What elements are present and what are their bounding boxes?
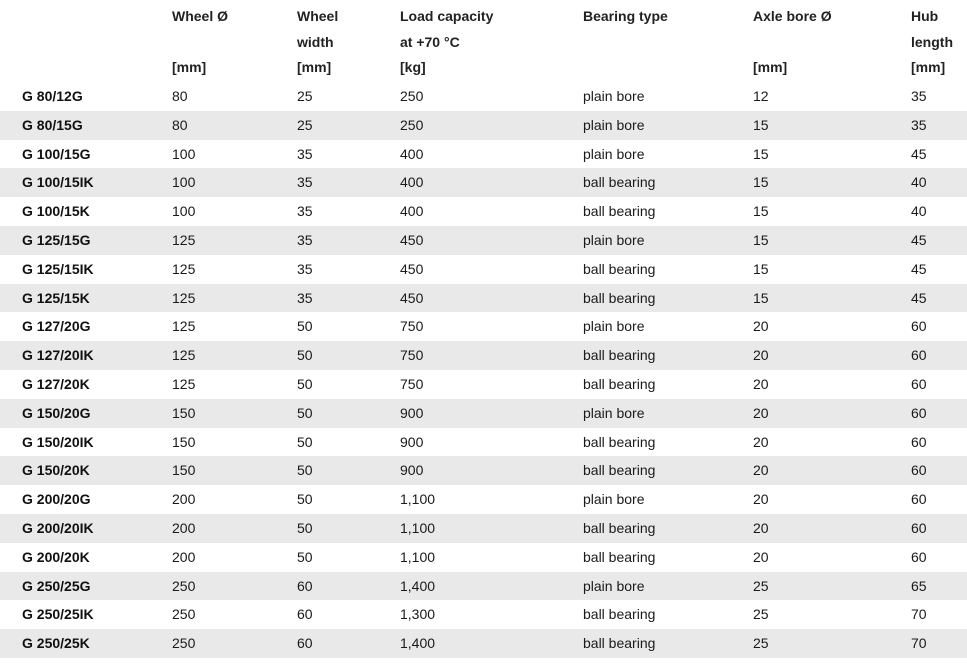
cell-load-capacity: 450	[400, 289, 424, 306]
cell-wheel-diameter: 250	[172, 635, 196, 652]
header-wheel-diameter-line-2	[172, 30, 228, 56]
cell-bearing-type: plain bore	[583, 116, 645, 133]
cell-hub-length: 60	[911, 347, 927, 364]
header-hub-length-line-1: Hub	[911, 8, 939, 24]
table-row	[0, 111, 967, 140]
cell-hub-length: 70	[911, 606, 927, 623]
cell-bearing-type: ball bearing	[583, 606, 656, 623]
cell-hub-length: 70	[911, 635, 927, 652]
cell-wheel-width: 50	[297, 404, 313, 421]
cell-model: G 200/20IK	[22, 519, 94, 536]
cell-model: G 125/15IK	[22, 260, 94, 277]
cell-hub-length: 45	[911, 231, 927, 248]
cell-bearing-type: ball bearing	[583, 347, 656, 364]
cell-load-capacity: 1,100	[400, 491, 436, 508]
cell-wheel-diameter: 100	[172, 145, 196, 162]
header-load-capacity-line-1: Load capacity	[400, 8, 494, 24]
cell-bearing-type: plain bore	[583, 404, 645, 421]
cell-axle-bore: 15	[753, 174, 769, 191]
header-load-capacity-unit: [kg]	[400, 59, 426, 75]
cell-wheel-width: 60	[297, 635, 313, 652]
cell-load-capacity: 400	[400, 174, 424, 191]
cell-wheel-width: 50	[297, 318, 313, 335]
cell-axle-bore: 20	[753, 347, 769, 364]
cell-model: G 127/20IK	[22, 347, 94, 364]
table-row	[0, 284, 967, 313]
cell-hub-length: 60	[911, 433, 927, 450]
cell-load-capacity: 750	[400, 318, 424, 335]
header-hub-length-line-2: length	[911, 33, 953, 50]
cell-wheel-width: 50	[297, 491, 313, 508]
cell-wheel-width: 35	[297, 231, 313, 248]
header-load-capacity-line-2: at +70 °C	[400, 33, 460, 50]
cell-model: G 80/15G	[22, 116, 83, 133]
table-row	[0, 255, 967, 284]
cell-axle-bore: 15	[753, 260, 769, 277]
header-hub-length	[911, 4, 953, 81]
header-wheel-diameter-unit: [mm]	[172, 59, 207, 75]
cell-hub-length: 60	[911, 375, 927, 392]
header-wheel-diameter-line-1: Wheel Ø	[172, 8, 229, 24]
cell-model: G 150/20G	[22, 404, 91, 421]
cell-wheel-diameter: 125	[172, 318, 196, 335]
cell-wheel-width: 50	[297, 519, 313, 536]
cell-bearing-type: ball bearing	[583, 174, 656, 191]
cell-wheel-diameter: 100	[172, 174, 196, 191]
cell-model: G 125/15K	[22, 289, 90, 306]
cell-model: G 250/25G	[22, 577, 91, 594]
cell-load-capacity: 250	[400, 88, 424, 104]
cell-model: G 150/20IK	[22, 433, 94, 450]
cell-axle-bore: 15	[753, 231, 769, 248]
cell-wheel-width: 35	[297, 203, 313, 220]
cell-bearing-type: ball bearing	[583, 519, 656, 536]
cell-hub-length: 60	[911, 548, 927, 565]
table-row	[0, 312, 967, 341]
cell-wheel-width: 50	[297, 462, 313, 479]
cell-load-capacity: 750	[400, 347, 424, 364]
cell-axle-bore: 20	[753, 548, 769, 565]
cell-wheel-width: 50	[297, 548, 313, 565]
table-row	[0, 629, 967, 658]
cell-hub-length: 35	[911, 88, 927, 104]
cell-load-capacity: 450	[400, 231, 424, 248]
cell-wheel-diameter: 100	[172, 203, 196, 220]
cell-bearing-type: plain bore	[583, 88, 645, 104]
cell-model: G 127/20G	[22, 318, 91, 335]
cell-load-capacity: 900	[400, 462, 424, 479]
cell-load-capacity: 1,300	[400, 606, 436, 623]
header-bearing-type-line-1: Bearing type	[583, 8, 668, 24]
cell-wheel-diameter: 200	[172, 519, 196, 536]
cell-wheel-width: 60	[297, 577, 313, 594]
table-row	[0, 226, 967, 255]
cell-hub-length: 45	[911, 289, 927, 306]
table-row	[0, 456, 967, 485]
cell-wheel-diameter: 125	[172, 347, 196, 364]
cell-axle-bore: 20	[753, 519, 769, 536]
cell-wheel-width: 50	[297, 433, 313, 450]
cell-bearing-type: ball bearing	[583, 375, 656, 392]
header-axle-bore	[753, 4, 832, 81]
table-row	[0, 168, 967, 197]
header-hub-length-unit: [mm]	[911, 59, 946, 75]
header-axle-bore-line-1: Axle bore Ø	[753, 8, 832, 24]
cell-load-capacity: 750	[400, 375, 424, 392]
cell-hub-length: 60	[911, 491, 927, 508]
cell-bearing-type: ball bearing	[583, 462, 656, 479]
table-row	[0, 572, 967, 601]
table-row	[0, 543, 967, 572]
cell-axle-bore: 20	[753, 491, 769, 508]
cell-load-capacity: 1,100	[400, 519, 436, 536]
cell-hub-length: 60	[911, 318, 927, 335]
cell-load-capacity: 900	[400, 404, 424, 421]
cell-wheel-width: 50	[297, 375, 313, 392]
cell-axle-bore: 20	[753, 318, 769, 335]
cell-wheel-width: 35	[297, 289, 313, 306]
table-header	[0, 0, 967, 82]
cell-load-capacity: 450	[400, 260, 424, 277]
cell-wheel-diameter: 250	[172, 577, 196, 594]
cell-hub-length: 40	[911, 203, 927, 220]
cell-load-capacity: 1,400	[400, 577, 436, 594]
header-bearing-type	[583, 4, 668, 30]
header-wheel-diameter	[172, 4, 228, 81]
cell-load-capacity: 1,400	[400, 635, 436, 652]
cell-model: G 127/20K	[22, 375, 90, 392]
cell-model: G 100/15K	[22, 203, 90, 220]
cell-bearing-type: ball bearing	[583, 635, 656, 652]
header-axle-bore-unit: [mm]	[753, 59, 788, 75]
cell-axle-bore: 15	[753, 145, 769, 162]
table-row	[0, 399, 967, 428]
cell-bearing-type: ball bearing	[583, 433, 656, 450]
cell-wheel-diameter: 250	[172, 606, 196, 623]
cell-load-capacity: 400	[400, 203, 424, 220]
table-row	[0, 485, 967, 514]
cell-model: G 250/25IK	[22, 606, 94, 623]
cell-wheel-width: 35	[297, 145, 313, 162]
header-load-capacity	[400, 4, 493, 81]
cell-bearing-type: plain bore	[583, 491, 645, 508]
cell-hub-length: 60	[911, 404, 927, 421]
cell-model: G 100/15G	[22, 145, 91, 162]
cell-wheel-width: 25	[297, 116, 313, 133]
cell-bearing-type: plain bore	[583, 145, 645, 162]
header-wheel-width-line-1: Wheel	[297, 8, 339, 24]
cell-axle-bore: 20	[753, 404, 769, 421]
cell-hub-length: 45	[911, 145, 927, 162]
cell-wheel-diameter: 125	[172, 375, 196, 392]
cell-wheel-diameter: 150	[172, 433, 196, 450]
cell-wheel-diameter: 125	[172, 231, 196, 248]
cell-model: G 80/12G	[22, 88, 83, 104]
cell-bearing-type: plain bore	[583, 318, 645, 335]
cell-wheel-width: 25	[297, 88, 313, 104]
cell-model: G 200/20K	[22, 548, 90, 565]
table-row	[0, 370, 967, 399]
cell-axle-bore: 15	[753, 203, 769, 220]
cell-wheel-diameter: 150	[172, 462, 196, 479]
header-axle-bore-line-2	[753, 30, 832, 56]
header-wheel-width-line-2: width	[297, 33, 334, 50]
cell-axle-bore: 25	[753, 635, 769, 652]
cell-wheel-diameter: 125	[172, 260, 196, 277]
cell-axle-bore: 25	[753, 606, 769, 623]
cell-hub-length: 45	[911, 260, 927, 277]
cell-wheel-diameter: 200	[172, 548, 196, 565]
cell-wheel-width: 50	[297, 347, 313, 364]
cell-axle-bore: 15	[753, 116, 769, 133]
cell-wheel-diameter: 80	[172, 88, 188, 104]
cell-load-capacity: 400	[400, 145, 424, 162]
cell-axle-bore: 12	[753, 88, 769, 104]
cell-axle-bore: 20	[753, 433, 769, 450]
table-row	[0, 140, 967, 169]
table-row	[0, 428, 967, 457]
cell-hub-length: 60	[911, 519, 927, 536]
header-wheel-width-unit: [mm]	[297, 59, 332, 75]
table-row	[0, 82, 967, 111]
cell-hub-length: 60	[911, 462, 927, 479]
cell-bearing-type: plain bore	[583, 577, 645, 594]
cell-wheel-diameter: 150	[172, 404, 196, 421]
cell-wheel-width: 35	[297, 174, 313, 191]
cell-wheel-diameter: 125	[172, 289, 196, 306]
cell-load-capacity: 1,100	[400, 548, 436, 565]
cell-bearing-type: plain bore	[583, 231, 645, 248]
cell-bearing-type: ball bearing	[583, 289, 656, 306]
header-wheel-width	[297, 4, 338, 81]
cell-wheel-width: 35	[297, 260, 313, 277]
cell-axle-bore: 20	[753, 375, 769, 392]
cell-wheel-width: 60	[297, 606, 313, 623]
cell-wheel-diameter: 80	[172, 116, 188, 133]
table-row	[0, 514, 967, 543]
cell-hub-length: 40	[911, 174, 927, 191]
table-body	[0, 82, 967, 658]
cell-bearing-type: ball bearing	[583, 260, 656, 277]
cell-model: G 125/15G	[22, 231, 91, 248]
cell-bearing-type: ball bearing	[583, 548, 656, 565]
cell-model: G 150/20K	[22, 462, 90, 479]
cell-model: G 200/20G	[22, 491, 91, 508]
table-row	[0, 600, 967, 629]
cell-axle-bore: 15	[753, 289, 769, 306]
cell-model: G 100/15IK	[22, 174, 94, 191]
cell-load-capacity: 250	[400, 116, 424, 133]
cell-hub-length: 65	[911, 577, 927, 594]
cell-axle-bore: 25	[753, 577, 769, 594]
cell-bearing-type: ball bearing	[583, 203, 656, 220]
cell-hub-length: 35	[911, 116, 927, 133]
table-row	[0, 341, 967, 370]
cell-model: G 250/25K	[22, 635, 90, 652]
cell-load-capacity: 900	[400, 433, 424, 450]
cell-wheel-diameter: 200	[172, 491, 196, 508]
table-row	[0, 197, 967, 226]
cell-axle-bore: 20	[753, 462, 769, 479]
